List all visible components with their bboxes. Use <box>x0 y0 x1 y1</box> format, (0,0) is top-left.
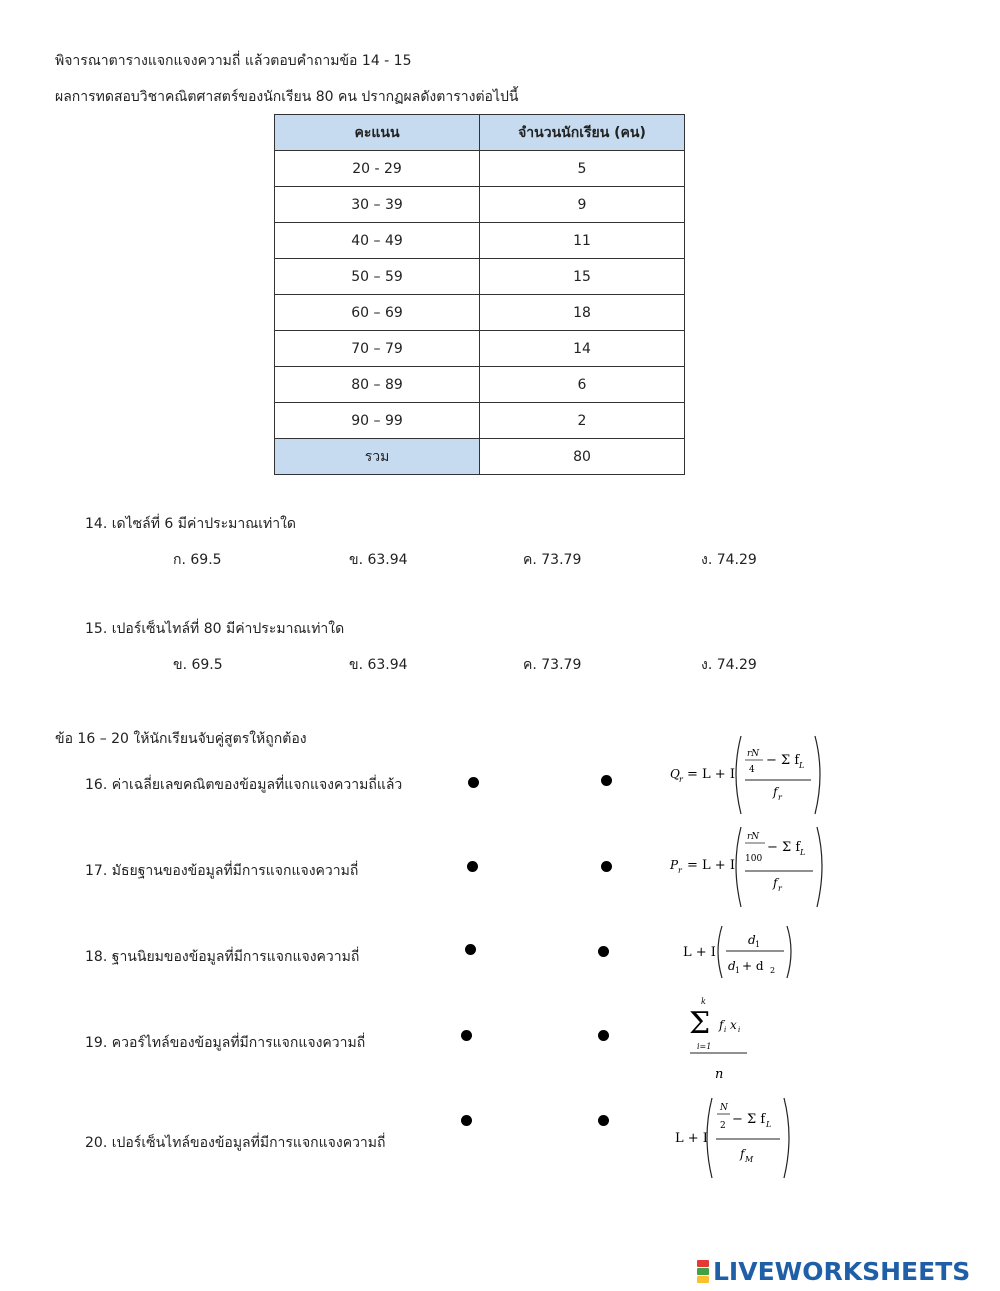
table-cell: 60 – 69 <box>275 295 480 331</box>
table-row <box>275 151 685 187</box>
table-row <box>275 259 685 295</box>
table-row <box>275 187 685 223</box>
table-header-row <box>275 115 685 151</box>
left-match-dot-16[interactable] <box>468 777 479 788</box>
table-row <box>275 223 685 259</box>
table-total-row <box>275 439 685 475</box>
table-cell: 30 – 39 <box>275 187 480 223</box>
q15-choice-c[interactable]: ค. 73.79 <box>523 657 582 673</box>
question-14: 14. เดไซล์ที่ 6 มีค่าประมาณเท่าใด <box>85 516 297 532</box>
match-item-18: 18. ฐานนิยมของข้อมูลที่มีการแจกแจงความถี่ <box>85 949 360 965</box>
svg-text:rN: rN <box>747 749 760 759</box>
table-row <box>275 403 685 439</box>
svg-text:k: k <box>701 997 706 1006</box>
total-label: รวม <box>275 439 480 475</box>
header-count: จำนวนนักเรียน (คน) <box>480 115 685 151</box>
match-item-20: 20. เปอร์เซ็นไทล์ของข้อมูลที่มีการแจกแจงความถี่ <box>85 1135 386 1151</box>
svg-text:r: r <box>778 793 782 802</box>
svg-text:L: L <box>800 848 806 857</box>
table-cell: 11 <box>480 223 685 259</box>
formula-mode <box>678 920 798 982</box>
table-cell: 40 – 49 <box>275 223 480 259</box>
q14-choice-c[interactable]: ค. 73.79 <box>523 552 582 568</box>
table-cell: 5 <box>480 151 685 187</box>
svg-text:+ d: + d <box>742 959 764 973</box>
q14-choice-b[interactable]: ข. 63.94 <box>349 552 408 568</box>
q15-choice-d[interactable]: ง. 74.29 <box>701 657 757 673</box>
svg-text:N: N <box>720 1103 728 1113</box>
svg-text:L + I: L + I <box>675 1131 708 1146</box>
svg-text:f: f <box>719 1018 724 1032</box>
formula-mean <box>685 995 760 1085</box>
q14-choice-a[interactable]: ก. 69.5 <box>173 552 222 568</box>
svg-text:f: f <box>740 1147 745 1161</box>
table-row <box>275 367 685 403</box>
svg-text:d: d <box>728 959 736 973</box>
intro-line-1: พิจารณาตารางแจกแจงความถี่ แล้วตอบคำถามข้อ 14 - 15 <box>55 53 412 69</box>
svg-text:rN: rN <box>747 832 760 842</box>
table-row <box>275 331 685 367</box>
svg-text:x: x <box>730 1018 737 1032</box>
table-cell: 50 – 59 <box>275 259 480 295</box>
svg-text:d: d <box>748 933 756 947</box>
right-match-dot-1[interactable] <box>601 775 612 786</box>
frequency-table <box>274 114 685 475</box>
right-match-dot-4[interactable] <box>598 1030 609 1041</box>
svg-text:100: 100 <box>745 854 763 864</box>
svg-text:1: 1 <box>735 966 741 975</box>
intro-line-2: ผลการทดสอบวิชาคณิตศาสตร์ของนักเรียน 80 คน ปรากฏผลดังตารางต่อไปนี้ <box>55 89 519 105</box>
left-match-dot-19[interactable] <box>461 1030 472 1041</box>
table-cell: 18 <box>480 295 685 331</box>
logo-mark-icon <box>697 1260 709 1283</box>
svg-text:i: i <box>738 1026 741 1034</box>
svg-text:f: f <box>773 785 778 799</box>
table-cell: 6 <box>480 367 685 403</box>
svg-text:= L + I: = L + I <box>687 858 735 873</box>
svg-text:M: M <box>745 1155 754 1164</box>
svg-text:2: 2 <box>770 966 776 975</box>
table-cell: 20 - 29 <box>275 151 480 187</box>
svg-text:P: P <box>670 858 679 872</box>
svg-text:− Σ f: − Σ f <box>767 840 801 855</box>
svg-text:1: 1 <box>755 940 761 949</box>
svg-text:i=1: i=1 <box>697 1042 712 1051</box>
svg-text:L: L <box>799 761 805 770</box>
liveworksheets-logo <box>697 1256 970 1286</box>
svg-text:r: r <box>679 775 683 784</box>
svg-text:= L + I: = L + I <box>687 767 735 782</box>
question-15: 15. เปอร์เซ็นไทล์ที่ 80 มีค่าประมาณเท่าใด <box>85 621 345 637</box>
left-match-dot-20[interactable] <box>461 1115 472 1126</box>
table-cell: 15 <box>480 259 685 295</box>
svg-text:r: r <box>778 884 782 893</box>
right-match-dot-5[interactable] <box>598 1115 609 1126</box>
header-score: คะแนน <box>275 115 480 151</box>
svg-text:i: i <box>724 1026 727 1034</box>
table-cell: 90 – 99 <box>275 403 480 439</box>
match-item-19: 19. ควอร์ไทล์ของข้อมูลที่มีการแจกแจงความถี่ <box>85 1035 366 1051</box>
svg-text:− Σ f: − Σ f <box>732 1112 766 1127</box>
table-row <box>275 295 685 331</box>
q15-choice-b[interactable]: ข. 63.94 <box>349 657 408 673</box>
svg-text:4: 4 <box>749 765 755 775</box>
svg-text:2: 2 <box>720 1121 726 1131</box>
table-cell: 14 <box>480 331 685 367</box>
table-cell: 9 <box>480 187 685 223</box>
svg-text:L: L <box>766 1120 772 1129</box>
svg-text:r: r <box>678 866 682 875</box>
total-value: 80 <box>480 439 685 475</box>
formula-median <box>670 1092 800 1182</box>
svg-text:− Σ f: − Σ f <box>766 753 800 768</box>
table-cell: 70 – 79 <box>275 331 480 367</box>
svg-text:f: f <box>773 876 778 890</box>
match-item-17: 17. มัธยฐานของข้อมูลที่มีการแจกแจงความถี่ <box>85 863 359 879</box>
left-match-dot-17[interactable] <box>467 861 478 872</box>
q15-choice-a[interactable]: ข. 69.5 <box>173 657 223 673</box>
formula-percentile <box>665 819 830 913</box>
right-match-dot-2[interactable] <box>601 861 612 872</box>
svg-text:Q: Q <box>670 767 680 781</box>
svg-text:n: n <box>715 1067 724 1082</box>
formula-quartile <box>665 728 830 820</box>
svg-text:L + I: L + I <box>683 945 716 960</box>
matching-instruction: ข้อ 16 – 20 ให้นักเรียนจับคู่สูตรให้ถูกต้อง <box>55 731 307 747</box>
q14-choice-d[interactable]: ง. 74.29 <box>701 552 757 568</box>
left-match-dot-18[interactable] <box>465 944 476 955</box>
match-item-16: 16. ค่าเฉลี่ยเลขคณิตของข้อมูลที่แจกแจงความถี่แล้ว <box>85 777 403 793</box>
table-cell: 80 – 89 <box>275 367 480 403</box>
logo-text: LIVEWORKSHEETS <box>713 1256 971 1286</box>
right-match-dot-3[interactable] <box>598 946 609 957</box>
svg-text:Σ: Σ <box>689 1006 711 1041</box>
table-cell: 2 <box>480 403 685 439</box>
